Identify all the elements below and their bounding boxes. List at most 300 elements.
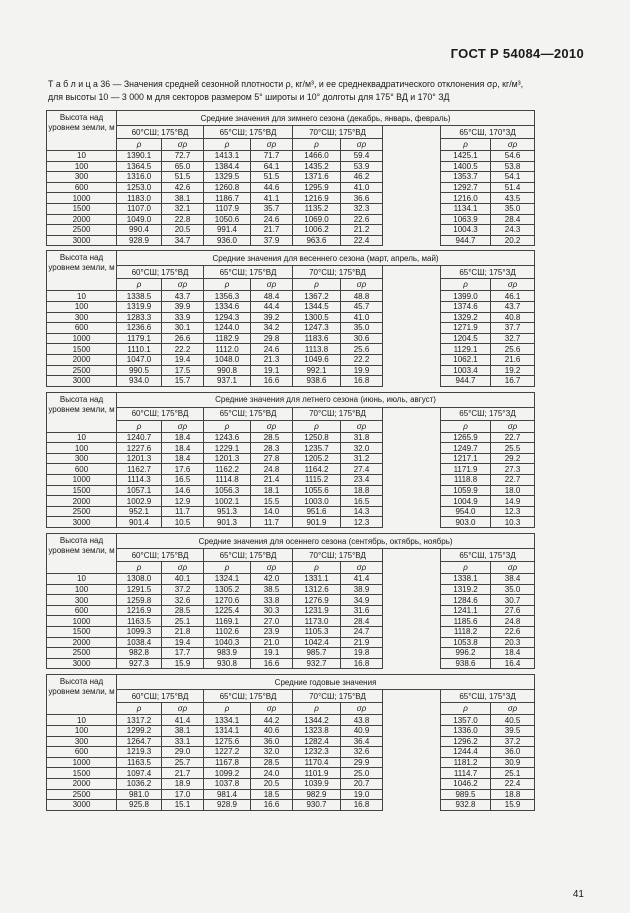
sigma-value: 18.5 <box>251 789 293 800</box>
height-value: 1000 <box>47 616 117 627</box>
sigma-value: 24.3 <box>491 225 535 236</box>
sigma-value: 14.9 <box>491 496 535 507</box>
rho-value: 1115.2 <box>293 475 341 486</box>
rho-value: 1069.0 <box>293 214 341 225</box>
rho-header: ρ <box>293 703 341 715</box>
sigma-value: 44.6 <box>251 182 293 193</box>
sigma-value: 24.7 <box>341 627 383 638</box>
table-caption <box>48 78 608 104</box>
location-header: 65°СШ; 175°ЗД <box>441 407 535 420</box>
height-value: 600 <box>47 605 117 616</box>
sigma-value: 18.4 <box>162 432 204 443</box>
rho-value: 938.6 <box>293 376 341 387</box>
rho-value: 1338.5 <box>117 291 162 302</box>
rho-value: 982.9 <box>293 789 341 800</box>
sigma-header: σρ <box>162 703 204 715</box>
rho-value: 1235.7 <box>293 443 341 454</box>
rho-value: 1167.8 <box>204 757 251 768</box>
sigma-value: 24.0 <box>251 768 293 779</box>
sigma-value: 25.1 <box>491 768 535 779</box>
rho-header: ρ <box>117 139 162 151</box>
location-header: 60°СШ; 175°ВД <box>117 266 204 279</box>
sigma-header: σρ <box>491 139 535 151</box>
rho-value: 1384.4 <box>204 161 251 172</box>
rho-value: 1217.1 <box>441 453 491 464</box>
table-row <box>47 443 535 454</box>
sigma-value: 51.5 <box>162 172 204 183</box>
sigma-value: 32.6 <box>162 595 204 606</box>
sigma-value: 51.5 <box>251 172 293 183</box>
table-row <box>47 605 535 616</box>
height-value: 3000 <box>47 800 117 811</box>
table-row <box>47 354 535 365</box>
sigma-value: 46.1 <box>491 291 535 302</box>
rho-value: 1179.1 <box>117 333 162 344</box>
sigma-value: 21.8 <box>162 627 204 638</box>
rho-value: 932.8 <box>441 800 491 811</box>
table-row <box>47 172 535 183</box>
sigma-value: 25.0 <box>341 768 383 779</box>
rho-value: 1135.2 <box>293 203 341 214</box>
sigma-value: 59.4 <box>341 151 383 162</box>
rho-value: 1201.3 <box>204 453 251 464</box>
sigma-value: 26.6 <box>162 333 204 344</box>
sigma-value: 43.5 <box>491 193 535 204</box>
column-gap <box>383 549 441 669</box>
sigma-value: 45.7 <box>341 301 383 312</box>
table-row <box>47 151 535 162</box>
rho-value: 944.7 <box>441 376 491 387</box>
season-table <box>46 250 535 386</box>
rho-value: 1004.3 <box>441 225 491 236</box>
table-row <box>47 485 535 496</box>
rho-value: 1056.3 <box>204 485 251 496</box>
sigma-value: 18.8 <box>341 485 383 496</box>
rho-value: 1185.6 <box>441 616 491 627</box>
table-row <box>47 333 535 344</box>
table-row <box>47 291 535 302</box>
rho-value: 1163.5 <box>117 616 162 627</box>
rho-value: 952.1 <box>117 506 162 517</box>
height-value: 3000 <box>47 235 117 246</box>
rho-value: 990.5 <box>117 365 162 376</box>
sigma-value: 22.4 <box>341 235 383 246</box>
table-row <box>47 595 535 606</box>
height-value: 100 <box>47 443 117 454</box>
rho-value: 1334.6 <box>204 301 251 312</box>
rho-value: 1053.8 <box>441 637 491 648</box>
rho-value: 1236.6 <box>117 323 162 334</box>
sigma-value: 17.6 <box>162 464 204 475</box>
rho-value: 1356.3 <box>204 291 251 302</box>
rho-value: 1271.9 <box>441 323 491 334</box>
rho-value: 1344.2 <box>293 715 341 726</box>
sigma-value: 53.9 <box>341 161 383 172</box>
rho-value: 1324.1 <box>204 574 251 585</box>
rho-value: 1062.1 <box>441 354 491 365</box>
sigma-value: 29.0 <box>162 747 204 758</box>
rho-value: 1181.2 <box>441 757 491 768</box>
sigma-value: 22.7 <box>491 475 535 486</box>
location-header: 65°СШ; 175°ВД <box>204 266 293 279</box>
rho-header: ρ <box>117 703 162 715</box>
height-value: 100 <box>47 161 117 172</box>
rho-header: ρ <box>117 562 162 574</box>
rho-value: 1314.1 <box>204 725 251 736</box>
height-value: 2000 <box>47 778 117 789</box>
sigma-value: 11.7 <box>162 506 204 517</box>
sigma-value: 28.4 <box>341 616 383 627</box>
sigma-value: 19.1 <box>251 365 293 376</box>
rho-value: 934.0 <box>117 376 162 387</box>
rho-value: 1204.5 <box>441 333 491 344</box>
sigma-value: 36.4 <box>341 736 383 747</box>
rho-value: 1038.4 <box>117 637 162 648</box>
sigma-value: 20.2 <box>491 235 535 246</box>
height-value: 2000 <box>47 637 117 648</box>
sigma-value: 10.3 <box>491 517 535 528</box>
table-row <box>47 225 535 236</box>
sigma-value: 27.0 <box>251 616 293 627</box>
rho-value: 944.7 <box>441 235 491 246</box>
height-column-header: Высота над уровнем земли, м <box>47 534 117 574</box>
rho-header: ρ <box>441 139 491 151</box>
sigma-header: σρ <box>162 279 204 291</box>
table-row <box>47 778 535 789</box>
caption-line-2: для высоты 10 — 3 000 м для секторов размером 5° широты и 10° долготы для 175° ВД и 170° ЗД <box>48 92 450 102</box>
sigma-value: 23.4 <box>341 475 383 486</box>
rho-value: 1003.4 <box>441 365 491 376</box>
rho-value: 1118.8 <box>441 475 491 486</box>
height-column-header: Высота над уровнем земли, м <box>47 675 117 715</box>
sigma-value: 18.8 <box>491 789 535 800</box>
height-value: 10 <box>47 715 117 726</box>
sigma-value: 29.9 <box>341 757 383 768</box>
sigma-value: 27.4 <box>341 464 383 475</box>
rho-value: 1260.8 <box>204 182 251 193</box>
height-value: 2000 <box>47 496 117 507</box>
height-value: 600 <box>47 182 117 193</box>
sigma-header: σρ <box>251 562 293 574</box>
rho-value: 1114.3 <box>117 475 162 486</box>
rho-value: 1063.9 <box>441 214 491 225</box>
rho-header: ρ <box>204 139 251 151</box>
sigma-value: 18.0 <box>491 485 535 496</box>
sigma-value: 14.6 <box>162 485 204 496</box>
sigma-value: 28.5 <box>251 757 293 768</box>
season-table <box>46 674 535 810</box>
table-row <box>47 161 535 172</box>
sigma-value: 43.7 <box>162 291 204 302</box>
rho-value: 1186.7 <box>204 193 251 204</box>
rho-header: ρ <box>441 279 491 291</box>
table-row <box>47 725 535 736</box>
table-row <box>47 616 535 627</box>
sigma-value: 33.1 <box>162 736 204 747</box>
rho-value: 1112.0 <box>204 344 251 355</box>
rho-header: ρ <box>293 279 341 291</box>
sigma-value: 16.5 <box>341 496 383 507</box>
rho-value: 938.6 <box>441 658 491 669</box>
location-header: 60°СШ; 175°ВД <box>117 690 204 703</box>
rho-value: 937.1 <box>204 376 251 387</box>
height-value: 300 <box>47 736 117 747</box>
location-header: 60°СШ; 175°ВД <box>117 407 204 420</box>
sigma-value: 12.3 <box>491 506 535 517</box>
sigma-value: 39.2 <box>251 312 293 323</box>
sigma-value: 72.7 <box>162 151 204 162</box>
rho-value: 1113.8 <box>293 344 341 355</box>
rho-value: 1300.5 <box>293 312 341 323</box>
rho-value: 1374.6 <box>441 301 491 312</box>
rho-value: 982.8 <box>117 648 162 659</box>
sigma-value: 34.2 <box>251 323 293 334</box>
rho-value: 1216.0 <box>441 193 491 204</box>
sigma-value: 38.1 <box>162 725 204 736</box>
sigma-value: 38.4 <box>491 574 535 585</box>
rho-value: 1284.6 <box>441 595 491 606</box>
rho-value: 983.9 <box>204 648 251 659</box>
table-row <box>47 453 535 464</box>
rho-value: 1162.2 <box>204 464 251 475</box>
height-value: 10 <box>47 574 117 585</box>
height-value: 300 <box>47 172 117 183</box>
location-header: 60°СШ; 175°ВД <box>117 126 204 139</box>
rho-value: 930.7 <box>293 800 341 811</box>
table-row <box>47 789 535 800</box>
rho-value: 1270.6 <box>204 595 251 606</box>
season-table <box>46 533 535 669</box>
rho-header: ρ <box>117 420 162 432</box>
sigma-value: 32.3 <box>341 203 383 214</box>
table-row <box>47 757 535 768</box>
sigma-value: 22.7 <box>491 432 535 443</box>
rho-value: 951.6 <box>293 506 341 517</box>
rho-value: 1400.5 <box>441 161 491 172</box>
sigma-value: 19.9 <box>341 365 383 376</box>
sigma-value: 24.6 <box>251 214 293 225</box>
rho-value: 1323.8 <box>293 725 341 736</box>
table-row <box>47 475 535 486</box>
sigma-value: 25.6 <box>491 344 535 355</box>
sigma-value: 42.6 <box>162 182 204 193</box>
sigma-value: 38.9 <box>341 584 383 595</box>
table-row <box>47 376 535 387</box>
sigma-value: 54.1 <box>491 172 535 183</box>
rho-value: 1329.5 <box>204 172 251 183</box>
rho-value: 1319.9 <box>117 301 162 312</box>
rho-value: 901.9 <box>293 517 341 528</box>
rho-value: 1244.0 <box>204 323 251 334</box>
sigma-value: 23.9 <box>251 627 293 638</box>
sigma-value: 37.7 <box>491 323 535 334</box>
rho-value: 1163.5 <box>117 757 162 768</box>
density-tables <box>46 110 535 811</box>
rho-header: ρ <box>204 279 251 291</box>
rho-value: 1265.9 <box>441 432 491 443</box>
sigma-header: σρ <box>162 420 204 432</box>
sigma-header: σρ <box>162 562 204 574</box>
location-header: 65°СШ; 175°ВД <box>204 407 293 420</box>
table-row <box>47 496 535 507</box>
rho-value: 992.1 <box>293 365 341 376</box>
rho-value: 1099.2 <box>204 768 251 779</box>
height-value: 3000 <box>47 658 117 669</box>
rho-value: 1329.2 <box>441 312 491 323</box>
sigma-value: 32.0 <box>251 747 293 758</box>
rho-value: 1253.0 <box>117 182 162 193</box>
rho-header: ρ <box>293 562 341 574</box>
rho-value: 1338.1 <box>441 574 491 585</box>
sigma-value: 12.3 <box>341 517 383 528</box>
sigma-value: 33.8 <box>251 595 293 606</box>
rho-value: 1367.2 <box>293 291 341 302</box>
rho-header: ρ <box>441 703 491 715</box>
sigma-header: σρ <box>341 562 383 574</box>
height-value: 100 <box>47 301 117 312</box>
table-row <box>47 301 535 312</box>
rho-value: 1364.5 <box>117 161 162 172</box>
height-value: 3000 <box>47 517 117 528</box>
sigma-value: 48.4 <box>251 291 293 302</box>
sigma-value: 17.5 <box>162 365 204 376</box>
rho-value: 1305.2 <box>204 584 251 595</box>
sigma-header: σρ <box>341 279 383 291</box>
rho-value: 1312.6 <box>293 584 341 595</box>
rho-value: 1107.0 <box>117 203 162 214</box>
sigma-value: 48.8 <box>341 291 383 302</box>
height-value: 100 <box>47 584 117 595</box>
sigma-value: 19.0 <box>341 789 383 800</box>
rho-value: 1129.1 <box>441 344 491 355</box>
rho-value: 989.5 <box>441 789 491 800</box>
rho-value: 1040.3 <box>204 637 251 648</box>
sigma-value: 16.7 <box>491 376 535 387</box>
sigma-value: 71.7 <box>251 151 293 162</box>
sigma-value: 12.9 <box>162 496 204 507</box>
sigma-value: 36.0 <box>251 736 293 747</box>
sigma-value: 21.0 <box>251 637 293 648</box>
location-header: 65°СШ; 175°ЗД <box>441 266 535 279</box>
rho-value: 928.9 <box>204 800 251 811</box>
sigma-value: 22.8 <box>162 214 204 225</box>
sigma-value: 36.0 <box>491 747 535 758</box>
sigma-value: 40.9 <box>341 725 383 736</box>
page-number: 41 <box>572 889 584 900</box>
sigma-header: σρ <box>341 420 383 432</box>
rho-header: ρ <box>441 420 491 432</box>
rho-value: 1042.4 <box>293 637 341 648</box>
rho-value: 1225.4 <box>204 605 251 616</box>
sigma-value: 39.5 <box>491 725 535 736</box>
height-value: 2000 <box>47 214 117 225</box>
sigma-header: σρ <box>251 279 293 291</box>
rho-value: 901.4 <box>117 517 162 528</box>
height-value: 600 <box>47 323 117 334</box>
rho-value: 1357.0 <box>441 715 491 726</box>
rho-value: 1334.1 <box>204 715 251 726</box>
season-title: Средние значения для зимнего сезона (декабрь, январь, февраль) <box>117 111 535 126</box>
table-row <box>47 747 535 758</box>
rho-value: 1249.7 <box>441 443 491 454</box>
sigma-value: 15.7 <box>162 376 204 387</box>
sigma-value: 54.6 <box>491 151 535 162</box>
rho-value: 930.8 <box>204 658 251 669</box>
height-value: 300 <box>47 312 117 323</box>
sigma-value: 30.6 <box>341 333 383 344</box>
location-header: 70°СШ; 175°ВД <box>293 126 383 139</box>
rho-value: 1353.7 <box>441 172 491 183</box>
column-gap <box>383 126 441 246</box>
location-header: 70°СШ; 175°ВД <box>293 266 383 279</box>
sigma-value: 32.7 <box>491 333 535 344</box>
rho-value: 1413.1 <box>204 151 251 162</box>
sigma-value: 51.4 <box>491 182 535 193</box>
rho-value: 1059.9 <box>441 485 491 496</box>
rho-value: 1295.9 <box>293 182 341 193</box>
sigma-value: 44.4 <box>251 301 293 312</box>
rho-value: 1182.9 <box>204 333 251 344</box>
sigma-value: 14.0 <box>251 506 293 517</box>
table-row <box>47 658 535 669</box>
table-row <box>47 517 535 528</box>
rho-value: 1170.4 <box>293 757 341 768</box>
sigma-value: 16.8 <box>341 800 383 811</box>
location-header: 65°СШ, 175°ЗД <box>441 690 535 703</box>
sigma-value: 15.1 <box>162 800 204 811</box>
rho-header: ρ <box>117 279 162 291</box>
sigma-value: 30.1 <box>162 323 204 334</box>
sigma-value: 21.6 <box>491 354 535 365</box>
sigma-value: 31.8 <box>341 432 383 443</box>
sigma-value: 22.2 <box>162 344 204 355</box>
sigma-value: 39.9 <box>162 301 204 312</box>
table-row <box>47 432 535 443</box>
rho-value: 1055.6 <box>293 485 341 496</box>
sigma-value: 21.4 <box>251 475 293 486</box>
column-gap <box>383 407 441 527</box>
rho-value: 1250.8 <box>293 432 341 443</box>
sigma-value: 22.4 <box>491 778 535 789</box>
location-header: 65°СШ; 175°ВД <box>204 126 293 139</box>
sigma-value: 27.6 <box>491 605 535 616</box>
column-gap <box>383 266 441 386</box>
sigma-value: 41.0 <box>341 312 383 323</box>
height-value: 2500 <box>47 648 117 659</box>
sigma-value: 40.1 <box>162 574 204 585</box>
table-row <box>47 637 535 648</box>
height-value: 1000 <box>47 193 117 204</box>
height-value: 2500 <box>47 225 117 236</box>
table-row <box>47 182 535 193</box>
table-row <box>47 715 535 726</box>
rho-value: 1216.9 <box>293 193 341 204</box>
sigma-value: 21.7 <box>162 768 204 779</box>
sigma-value: 17.0 <box>162 789 204 800</box>
rho-value: 1399.0 <box>441 291 491 302</box>
sigma-value: 35.0 <box>341 323 383 334</box>
rho-value: 1183.6 <box>293 333 341 344</box>
rho-value: 1099.3 <box>117 627 162 638</box>
rho-value: 1336.0 <box>441 725 491 736</box>
rho-value: 1097.4 <box>117 768 162 779</box>
rho-value: 985.7 <box>293 648 341 659</box>
sigma-value: 20.5 <box>162 225 204 236</box>
sigma-value: 40.5 <box>491 715 535 726</box>
sigma-value: 11.7 <box>251 517 293 528</box>
rho-value: 1282.4 <box>293 736 341 747</box>
location-header: 70°СШ; 175°ВД <box>293 407 383 420</box>
